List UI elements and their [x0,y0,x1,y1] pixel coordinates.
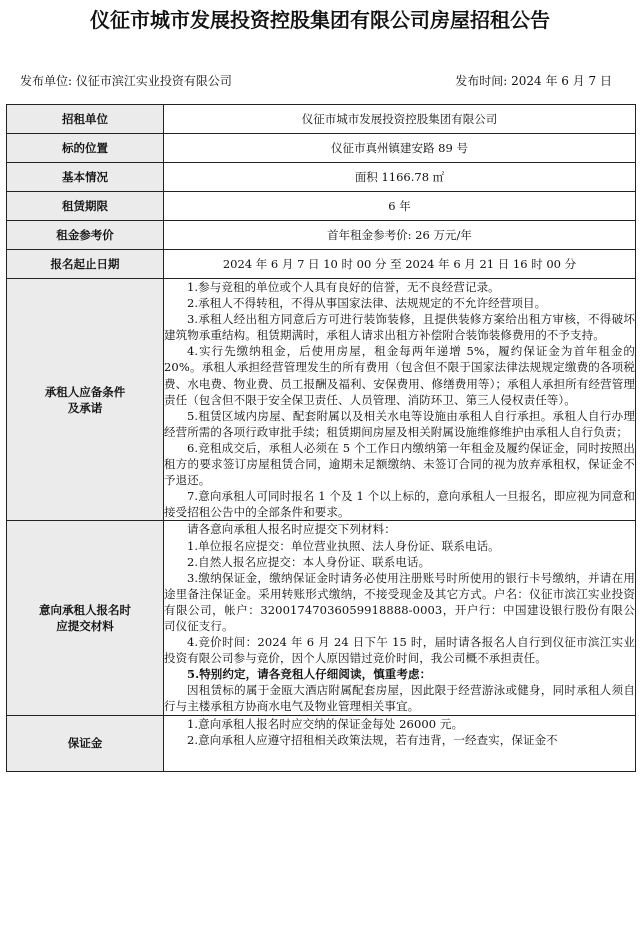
condition-item: 2.承租人不得转租，不得从事国家法律、法规规定的不允许经营项目。 [187,296,547,311]
deposit-content-clip [164,716,635,771]
row-value: 面积 1166.78 ㎡ [164,163,636,192]
special-agreement-heading: 5.特别约定，请各竞租人仔细阅读，慎重考虑： [187,667,432,682]
material-item: 4.竞价时间：2024 年 6 月 24 日下午 15 时，届时请各报名人自行到仪征市滨江实业投资有限公司参与竞价，因个人原因错过竞价时间，我公司概不承担责任。 [164,635,635,666]
row-value: 2024 年 6 月 7 日 10 时 00 分 至 2024 年 6 月 21 日 16 时 00 分 [164,250,636,279]
deposit-label: 保证金 [7,715,164,771]
materials-label [7,521,164,715]
row-conditions [7,279,636,521]
notice-title: 仪征市城市发展投资控股集团有限公司房屋招租公告 [90,8,550,32]
materials-label-line1: 意向承租人报名时 [39,602,131,617]
material-item: 2.自然人报名应提交：本人身份证、联系电话。 [187,554,431,569]
row-value: 仪征市城市发展投资控股集团有限公司 [164,105,636,134]
material-item: 请各意向承租人报名时应提交下列材料： [187,522,396,537]
deposit-item: 1.意向承租人报名时应交纳的保证金每处 26000 元。 [187,716,464,731]
row-location [7,134,636,163]
conditions-content [164,279,636,521]
condition-item: 5.租赁区域内房屋、配套附属以及相关水电等设施由承租人自行承担。承租人自行办理经营所需的各项行政审批手续；租赁期间房屋及相关附属设施维修维护由承租人自行负责； [164,408,635,439]
conditions-label [7,279,164,521]
condition-item: 4.实行先缴纳租金，后使用房屋，租金每两年递增 5%，履约保证金为首年租金的 20%。承租人承担经营管理发生的所有费用（包含但不限于国家法律法规规定缴费的各项税费、水电费、物业费、员工报酬及福利、安保费用、修缮费用等）；承租人承担所有经营管理责任（包含但不限于安全保卫责任、人员管理、消防环卫、第三人侵权责任等）。 [164,344,635,407]
row-value: 首年租金参考价: 26 万元/年 [164,221,636,250]
condition-item: 6.竞租成交后，承租人必须在 5 个工作日内缴纳第一年租金及履约保证金，同时按照出租方的要求签订房屋租赁合同，逾期未足额缴纳、未签订合同的视为放弃承租权，保证金不予退还。 [164,440,635,488]
conditions-label-line1: 承租人应备条件 [44,384,126,399]
row-label: 招租单位 [7,105,164,134]
row-materials [7,521,636,715]
conditions-label-line2: 及承诺 [67,400,103,415]
row-term [7,192,636,221]
row-lessor [7,105,636,134]
material-item: 因租赁标的属于金瓯大酒店附属配套房屋，因此限于经营游泳或健身，同时承租人须自行与主楼承租方协商水电气及物业管理相关事宜。 [164,683,635,714]
row-label: 基本情况 [7,163,164,192]
publish-time: 发布时间: 2024 年 6 月 7 日 [455,74,612,88]
row-label: 报名起止日期 [7,250,164,279]
condition-item: 7.意向承租人可同时报名 1 个及 1 个以上标的，意向承租人一旦报名，即应视为同意和接受招租公告中的全部条件和要求。 [164,489,635,520]
row-value: 6 年 [164,192,636,221]
publisher-info: 发布单位: 仪征市滨江实业投资有限公司 [20,74,232,88]
materials-content [164,521,636,715]
deposit-item: 2.意向承租人应遵守招租相关政策法规，若有违背，一经查实，保证金不 [187,732,558,747]
material-item: 1.单位报名应提交：单位营业执照、法人身份证、联系电话。 [187,538,500,553]
row-value: 仪征市真州镇建安路 89 号 [164,134,636,163]
row-rent [7,221,636,250]
notice-table [6,104,636,772]
row-label: 租金参考价 [7,221,164,250]
materials-label-line2: 应提交材料 [56,618,114,633]
condition-item: 1.参与竞租的单位或个人具有良好的信誉，无不良经营记录。 [187,280,500,294]
row-label: 标的位置 [7,134,164,163]
material-item: 3.缴纳保证金，缴纳保证金时请务必使用注册账号时所使用的银行卡号缴纳，并请在用途里备注保证金。采用转账形式缴纳，不接受现金及其它方式。户名：仪征市滨江实业投资有限公司，帐户：32001747036059918888-0003，开户行：中国建设银行股份有限公司仪征支行。 [164,570,635,633]
condition-item: 3.承租人经出租方同意后方可进行装饰装修，且提供装修方案给出租方审核，不得破坏建筑物承重结构。租赁期满时，承租人请求出租方补偿附合装饰装修费用的不予支持。 [164,312,635,343]
deposit-content [164,715,636,771]
row-basic [7,163,636,192]
row-period [7,250,636,279]
row-label: 租赁期限 [7,192,164,221]
row-deposit [7,715,636,771]
